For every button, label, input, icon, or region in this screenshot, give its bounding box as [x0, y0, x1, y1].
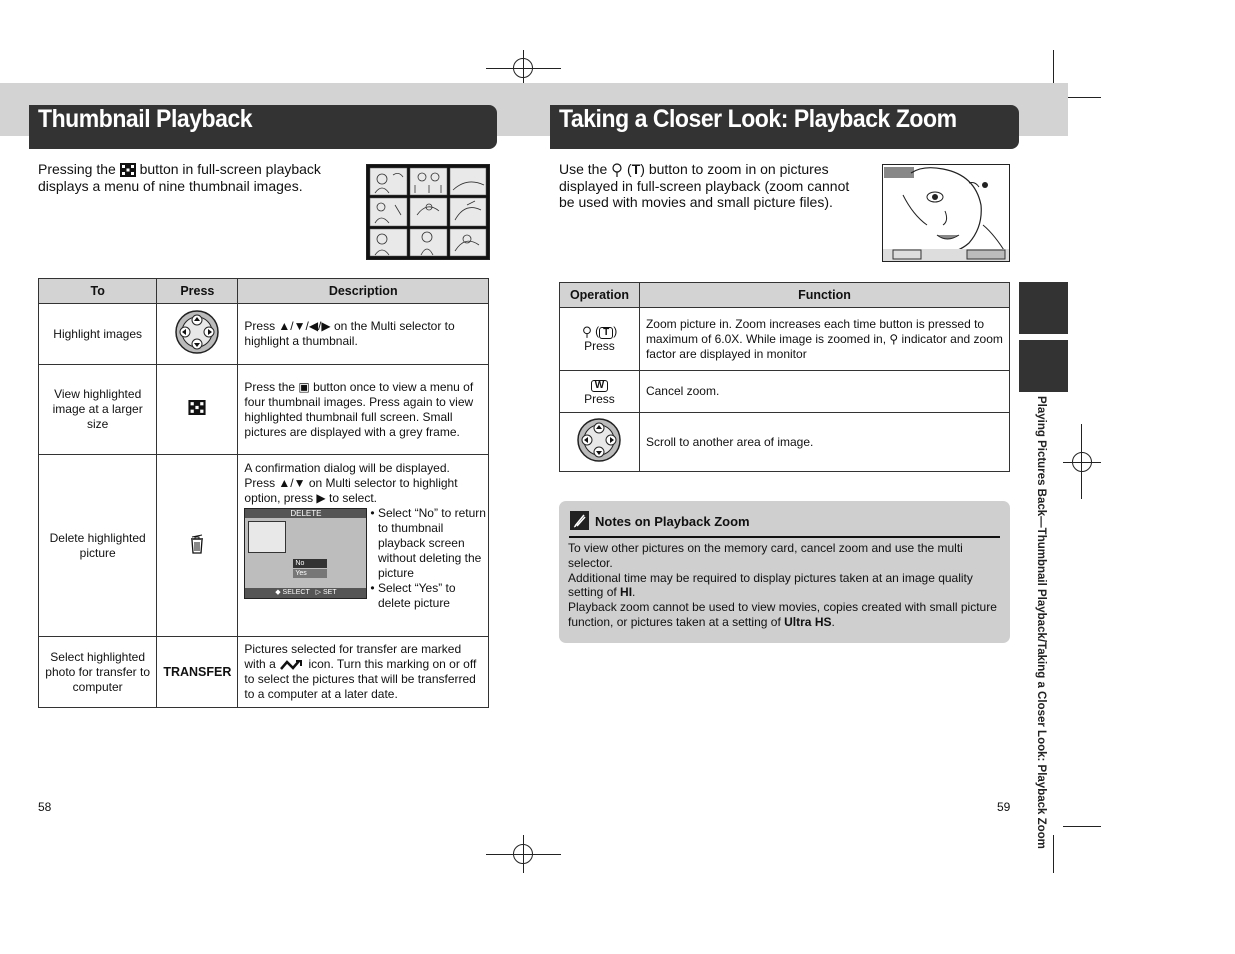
row-operation: W Press: [560, 371, 640, 413]
page-title-left: Thumbnail Playback: [29, 105, 497, 149]
thumbnail-screen-image: [366, 164, 490, 260]
col-header-to: To: [39, 279, 157, 304]
table-row: [39, 304, 489, 365]
page-number-left: 58: [38, 800, 52, 814]
row-to: View highlighted image at a larger size: [39, 365, 157, 455]
w-button-key: W: [591, 380, 608, 392]
crop-mark: [1063, 826, 1101, 827]
row-description: Press ▲/▼/◀/▶ on the Multi selector to highlight a thumbnail.: [238, 304, 489, 365]
table-row: [560, 413, 1010, 472]
row-press: TRANSFER: [157, 637, 238, 708]
note-pencil-icon: [570, 511, 589, 530]
row-press: [157, 455, 238, 637]
intro-right: Use the (T) button to zoom in on pictures displayed in full-screen playback (zoom cannot be used with movies and small picture files).: [559, 161, 850, 210]
row-press: [157, 304, 238, 365]
section-tab: [1019, 282, 1068, 334]
delete-intro: A confirmation dialog will be displayed. Press ▲/▼ on Multi selector to highlight option, press ▶ to select.: [244, 461, 458, 505]
multi-selector-icon: [174, 309, 220, 355]
table-row: [39, 637, 489, 708]
thumbnail-table: [38, 278, 489, 708]
section-tab: [1019, 340, 1068, 392]
delete-bullets: • Select “No” to return to thumbnail playback screen without deleting the picture • Select “Yes” to delete picture: [370, 506, 490, 611]
table-row: [560, 308, 1010, 371]
bullet-no: Select “No” to return to thumbnail playback screen without deleting the picture: [377, 506, 486, 580]
registration-mark: [513, 58, 533, 78]
bullet-yes: Select “Yes” to delete picture: [377, 581, 456, 610]
dialog-option-yes: Yes: [293, 569, 327, 578]
row-function: Cancel zoom.: [639, 371, 1009, 413]
dialog-title: DELETE: [245, 509, 366, 518]
t-button-key: T: [599, 327, 613, 339]
table-row: [560, 371, 1010, 413]
row-function: Zoom picture in. Zoom increases each time button is pressed to maximum of 6.0X. While image is zoomed in, ⚲ indicator and zoom factor are displayed in monitor: [639, 308, 1009, 371]
zoom-in-icon: [611, 163, 623, 177]
row-description: [238, 455, 489, 637]
side-running-head: Playing Pictures Back—Thumbnail Playback/Taking a Closer Look: Playback Zoom: [1035, 396, 1047, 849]
row-press: [157, 365, 238, 455]
row-to: Highlight images: [39, 304, 157, 365]
thumbnail-button-icon: [188, 400, 206, 415]
delete-dialog-image: [244, 508, 367, 599]
zoom-table: [559, 282, 1010, 472]
table-row: [39, 455, 489, 637]
row-operation: ( T ) Press: [560, 308, 640, 371]
crop-mark: [1063, 97, 1101, 98]
registration-mark: [1072, 452, 1092, 472]
zoom-in-icon: [582, 326, 592, 338]
row-to: Select highlighted photo for transfer to computer: [39, 637, 157, 708]
row-description: Press the ▣ button once to view a menu of four thumbnail images. Press again to view highlighted thumbnail full screen. Small pictures are displayed with a grey frame.: [238, 365, 489, 455]
dialog-option-no: No: [293, 559, 327, 568]
registration-mark: [513, 844, 533, 864]
trash-icon: [189, 534, 205, 554]
row-operation: [560, 413, 640, 472]
notes-header: [569, 509, 1000, 538]
zoom-screen-image: [882, 164, 1010, 262]
table-row: [39, 365, 489, 455]
page-number-right: 59: [997, 800, 1011, 814]
col-header-press: Press: [157, 279, 238, 304]
intro-left: Pressing the button in full-screen playback displays a menu of nine thumbnail images.: [38, 161, 321, 194]
notes-title: Notes on Playback Zoom: [595, 514, 750, 529]
col-header-operation: Operation: [560, 283, 640, 308]
dialog-thumbnail: [248, 521, 286, 553]
notes-box: [559, 501, 1010, 643]
row-function: Scroll to another area of image.: [639, 413, 1009, 472]
row-to: Delete highlighted picture: [39, 455, 157, 637]
thumbnail-button-icon: [120, 163, 136, 177]
transfer-mark-icon: [279, 659, 305, 671]
col-header-description: Description: [238, 279, 489, 304]
crop-mark: [1053, 835, 1054, 873]
multi-selector-icon: [576, 417, 622, 463]
row-description: Pictures selected for transfer are marked with a icon. Turn this marking on or off to select the pictures that will be transferred to a computer at a later date.: [238, 637, 489, 708]
page-title-right: Taking a Closer Look: Playback Zoom: [550, 105, 1019, 149]
dialog-footer: ◆ SELECT ▷ SET: [245, 588, 366, 598]
notes-body: To view other pictures on the memory card, cancel zoom and use the multi selector. Additional time may be required to display pictures taken at an image quality setting of HI. Playback zoom cannot be used to view movies, copies created with small picture function, or pictures taken at a setting of Ultra HS.: [568, 541, 997, 629]
col-header-function: Function: [639, 283, 1009, 308]
